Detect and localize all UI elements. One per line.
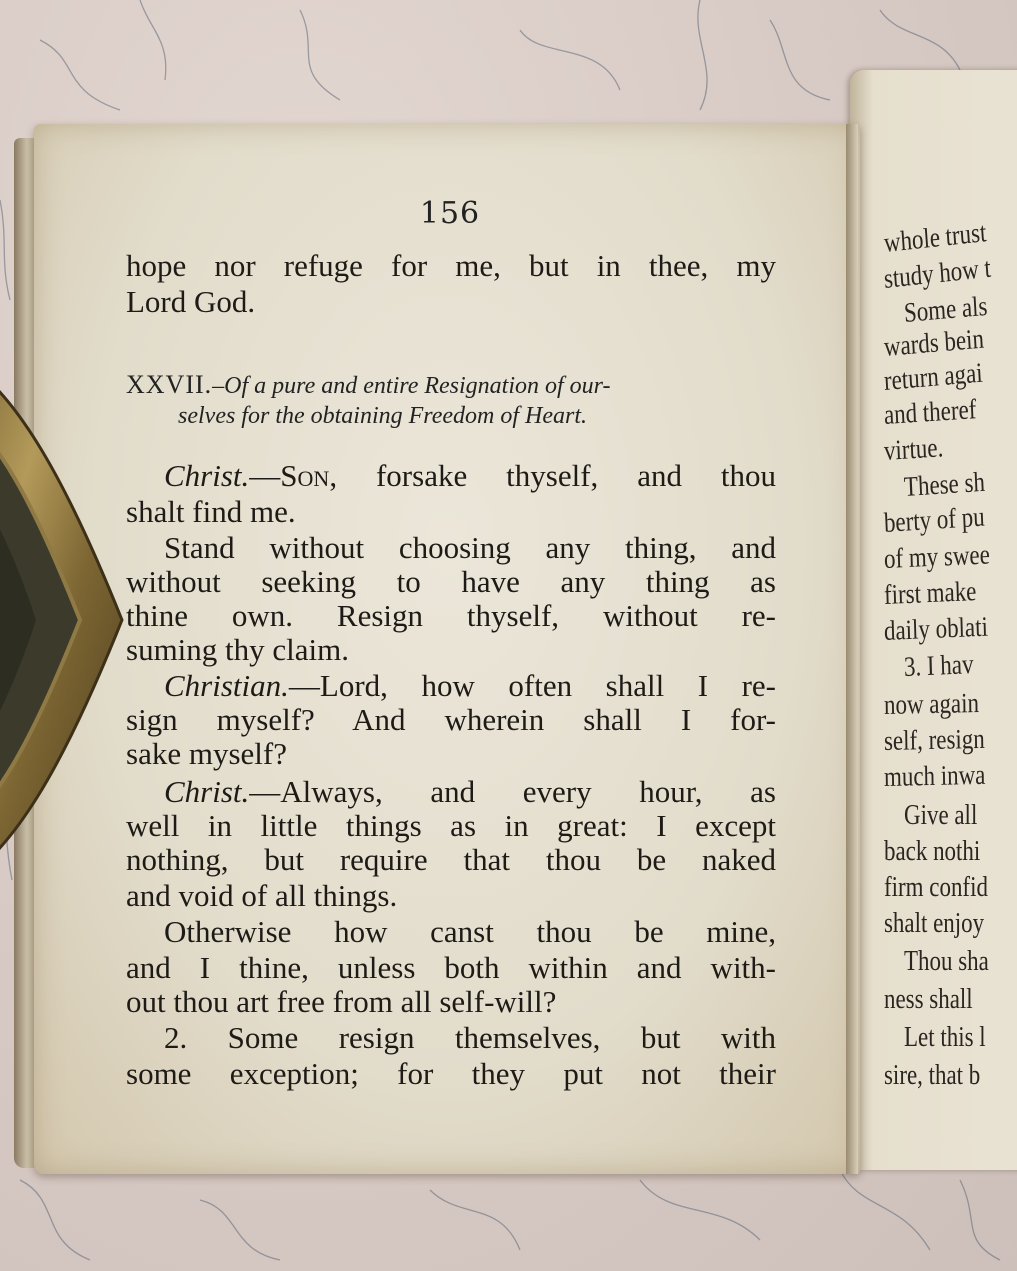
- text-line: Christian.—Lord, how often shall I re-: [164, 668, 776, 703]
- brass-clasp: [0, 330, 130, 910]
- chapter-heading: [126, 370, 776, 431]
- right-page-line: wards bein: [883, 323, 985, 363]
- text-line: shalt find me.: [126, 494, 296, 529]
- right-page-line: Thou sha: [904, 946, 989, 977]
- right-page-line: sire, that b: [884, 1060, 981, 1091]
- text-line: Stand without choosing any thing, and: [164, 530, 776, 565]
- right-page: [850, 70, 1017, 1170]
- right-page-line: shalt enjoy: [884, 908, 985, 939]
- text-line: without seeking to have any thing as: [126, 564, 776, 599]
- text-line: Christ.—Son, forsake thyself, and thou: [164, 458, 776, 493]
- text-line: Otherwise how canst thou be mine,: [164, 914, 776, 949]
- speaker-label: Christian.: [164, 668, 289, 703]
- text-line: nothing, but require that thou be naked: [126, 842, 776, 877]
- text-line: hope nor refuge for me, but in thee, my: [126, 248, 776, 283]
- right-page-line: self, resign: [883, 723, 985, 757]
- right-page-line: Let this l: [904, 1022, 986, 1053]
- text-line: 2. Some resign themselves, but with: [164, 1020, 776, 1055]
- right-page-line: Some als: [903, 290, 989, 329]
- right-page-line: daily oblati: [883, 611, 989, 647]
- right-page-line: 3. I hav: [903, 649, 974, 683]
- text-line: suming thy claim.: [126, 632, 350, 667]
- text-line: and I thine, unless both within and with-: [126, 950, 776, 985]
- right-page-line: of my swee: [883, 539, 991, 575]
- chapter-number: XXVII.: [126, 370, 213, 399]
- page-number: 156: [419, 196, 481, 231]
- text-line: some exception; for they put not their: [126, 1056, 776, 1091]
- right-page-line: firm confid: [884, 872, 988, 903]
- right-page-line: virtue.: [883, 432, 944, 467]
- right-page-line: back nothi: [884, 836, 981, 867]
- right-page-line: first make: [883, 576, 977, 611]
- text-line: thine own. Resign thyself, without re-: [126, 598, 776, 633]
- text-line: Christ.—Always, and every hour, as: [164, 774, 776, 809]
- speaker-label: Christ.: [164, 774, 250, 809]
- speaker-label: Christ.: [164, 458, 250, 493]
- right-page-line: These sh: [903, 466, 986, 503]
- chapter-title-line2: selves for the obtaining Freedom of Heart.: [178, 403, 588, 429]
- text-line: sake myself?: [126, 736, 287, 771]
- right-page-line: now again: [883, 687, 980, 721]
- text-line: and void of all things.: [126, 878, 398, 913]
- text-line: Lord God.: [126, 284, 256, 319]
- right-page-line: ness shall: [884, 984, 973, 1015]
- right-page-line: Give all: [904, 800, 978, 831]
- right-page-line: whole trust: [882, 217, 988, 259]
- text-line: out thou art free from all self-will?: [126, 984, 557, 1019]
- text-line: well in little things as in great: I except: [126, 808, 776, 843]
- right-page-line: return agai: [883, 357, 984, 397]
- book-gutter: [846, 124, 858, 1174]
- right-page-line: study how t: [882, 252, 992, 295]
- text-line: sign myself? And wherein shall I for-: [126, 702, 776, 737]
- right-page-line: berty of pu: [883, 501, 986, 539]
- right-page-line: and theref: [883, 394, 977, 431]
- right-page-line: much inwa: [883, 759, 986, 793]
- chapter-title-line1: –Of a pure and entire Resignation of our-: [212, 373, 611, 399]
